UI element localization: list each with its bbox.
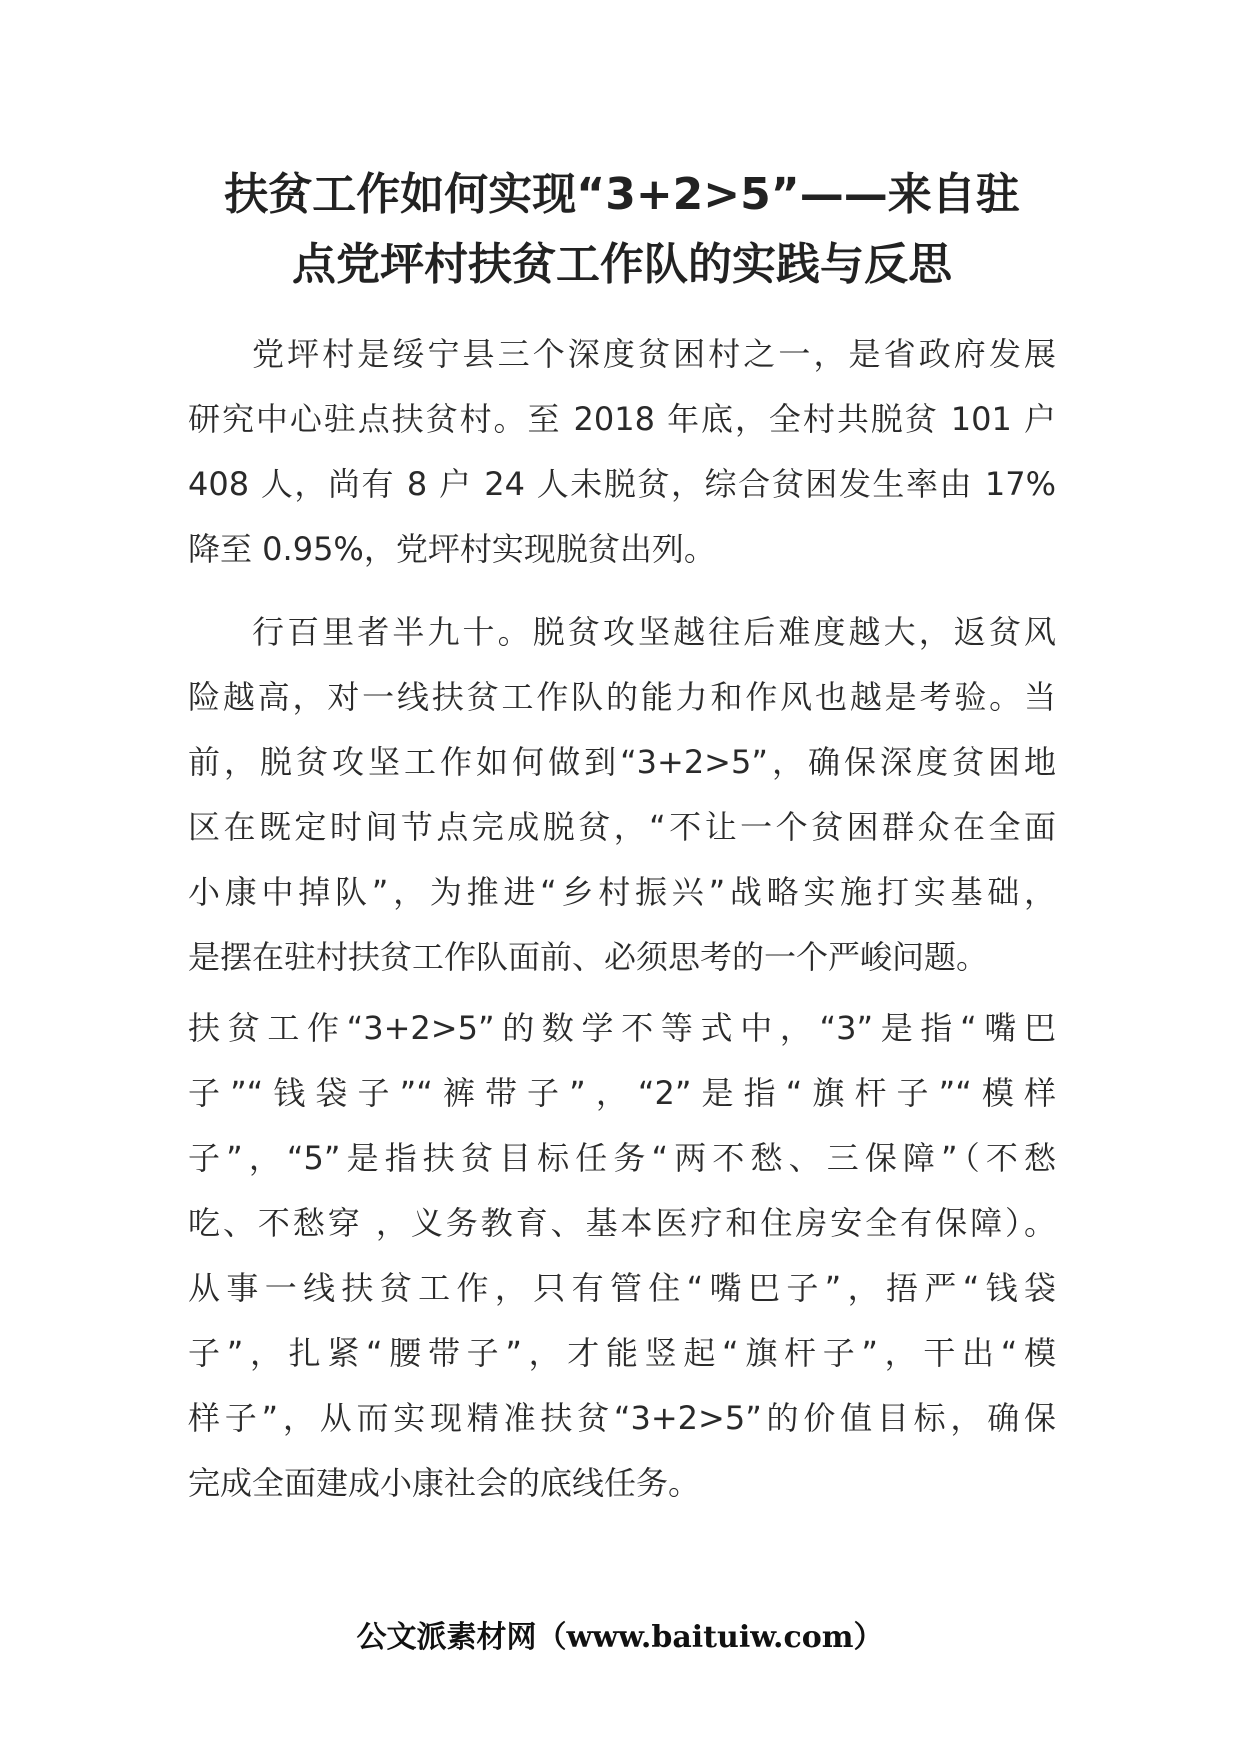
text-line: 行百里者半九十。脱贫攻坚越往后难度越大，返贫风 [252, 613, 1056, 651]
text-line: 样子”，从而实现精准扶贫“3+2>5”的价值目标，确保 [188, 1399, 1056, 1437]
text-line: 研究中心驻点扶贫村。至 2018 年底，全村共脱贫 101 户 [188, 400, 1056, 438]
text-line: 408 人，尚有 8 户 24 人未脱贫，综合贫困发生率由 17% [188, 465, 1056, 503]
paragraph-3 [188, 996, 1056, 1516]
paragraph-2 [188, 600, 1056, 990]
text-line: 险越高，对一线扶贫工作队的能力和作风也越是考验。当 [188, 678, 1056, 716]
document-page [188, 160, 1056, 1522]
text-line: 是摆在驻村扶贫工作队面前、必须思考的一个严峻问题。 [188, 938, 989, 976]
text-line: 子”，“5”是指扶贫目标任务“两不愁、三保障”（不愁 [188, 1139, 1056, 1177]
text-line: 子”“钱袋子”“裤带子”，“2”是指“旗杆子”“模样 [188, 1074, 1056, 1112]
title-line: 扶贫工作如何实现“3+2>5”——来自驻 [224, 169, 1020, 220]
text-line: 前，脱贫攻坚工作如何做到“3+2>5”，确保深度贫困地 [188, 743, 1056, 781]
document-title [188, 160, 1056, 300]
footer-source: 公文派素材网（www.baituiw.com） [356, 1620, 884, 1655]
text-line: 降至 0.95%，党坪村实现脱贫出列。 [188, 530, 716, 568]
document-body [188, 322, 1056, 1516]
text-line: 区在既定时间节点完成脱贫，“不让一个贫困群众在全面 [188, 808, 1056, 846]
text-line: 小康中掉队”，为推进“乡村振兴”战略实施打实基础， [188, 873, 1056, 911]
text-line: 党坪村是绥宁县三个深度贫困村之一，是省政府发展 [252, 335, 1056, 373]
text-line: 吃、不愁穿 ，义务教育、基本医疗和住房安全有保障）。 [188, 1204, 1056, 1242]
paragraph-1 [188, 322, 1056, 582]
text-line: 从事一线扶贫工作，只有管住“嘴巴子”，捂严“钱袋 [188, 1269, 1056, 1307]
title-line: 点党坪村扶贫工作队的实践与反思 [292, 239, 952, 290]
text-line: 完成全面建成小康社会的底线任务。 [188, 1464, 701, 1502]
text-line: 子”，扎紧“腰带子”，才能竖起“旗杆子”，干出“模 [188, 1334, 1056, 1372]
text-line: 扶贫工作“3+2>5”的数学不等式中，“3”是指“嘴巴 [188, 1009, 1056, 1047]
